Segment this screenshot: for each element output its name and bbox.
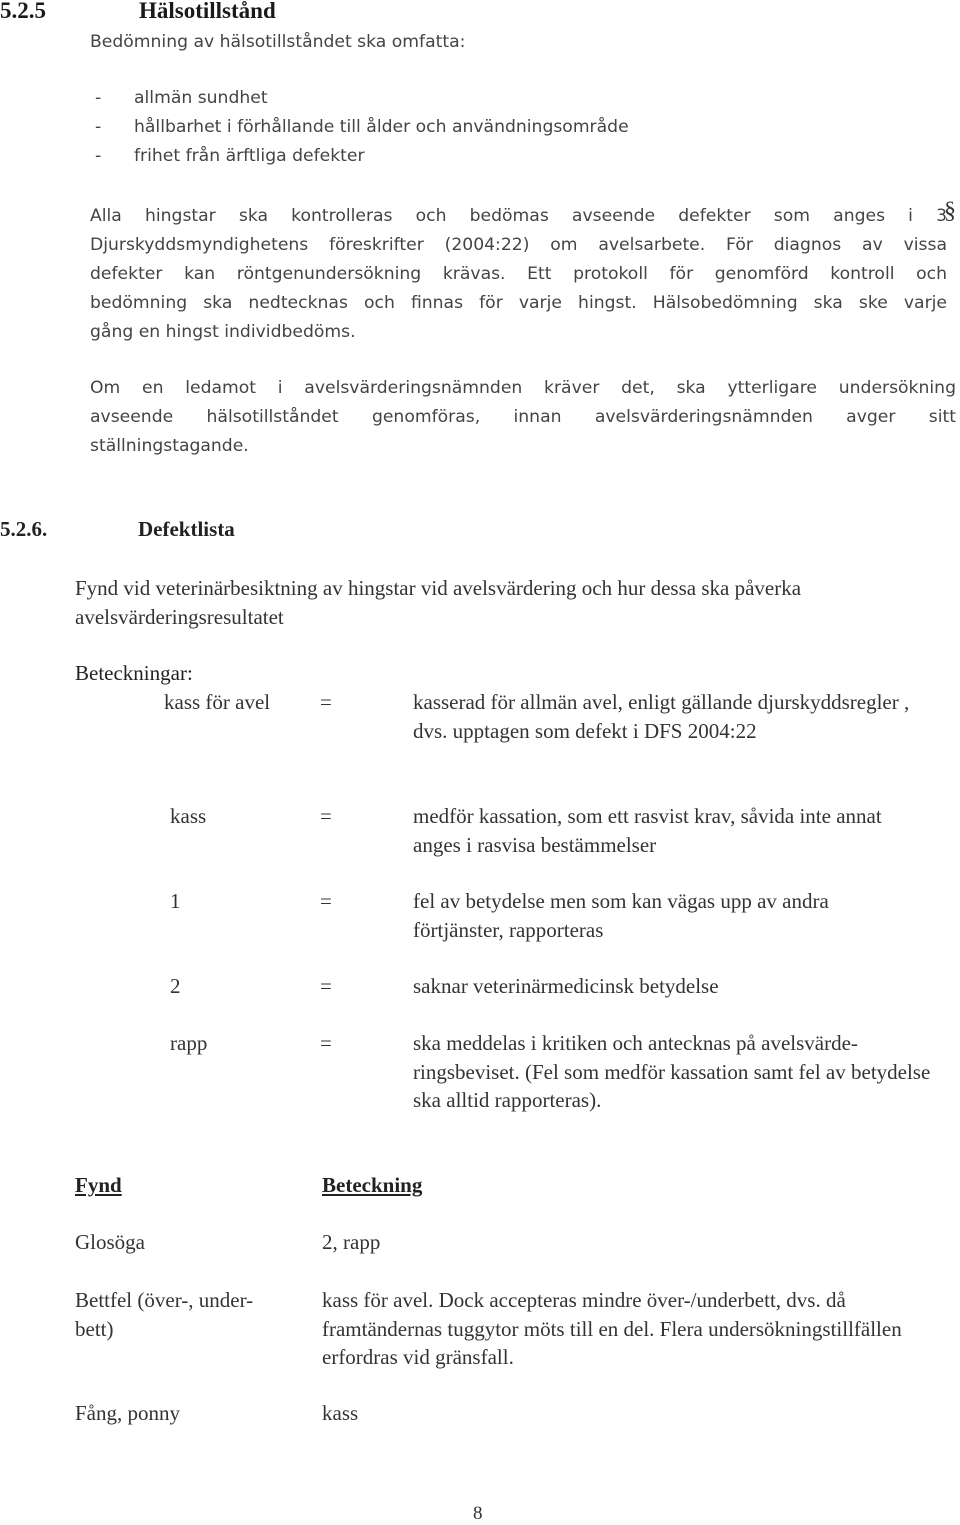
bullet-dash: - [95, 88, 102, 108]
bullet-item: hållbarhet i förhållande till ålder och användningsområde [134, 117, 629, 137]
bullet-item: frihet från ärftliga defekter [134, 146, 365, 166]
paragraph-line: ställningstagande. [90, 436, 249, 456]
definition-desc: medför kassation, som ett rasvist krav, såvida inte annat anges i rasvisa bestämmelser [413, 804, 882, 857]
section-title: Hälsotillstånd [139, 0, 276, 23]
table-cell-beteckning: kass [322, 1401, 359, 1425]
section-number: 5.2.5 [0, 0, 46, 23]
bullet-dash: - [95, 146, 102, 166]
definition-term: 1 [170, 889, 181, 913]
paragraph-committee [90, 374, 956, 461]
definition-equals: = [320, 804, 332, 828]
table-cell-fynd: Bettfel (över-, under-bett) [75, 1288, 254, 1341]
bullet-dash: - [95, 117, 102, 137]
table-cell-fynd: Fång, ponny [75, 1401, 180, 1425]
table-cell-beteckning: kass för avel. Dock accepteras mindre över-/underbett, dvs. då framtändernas tuggytor möts till en del. Flera undersökningstillfällen erfordras vid gränsfall. [322, 1288, 902, 1369]
definition-term: kass för avel [164, 690, 271, 714]
paragraph-line: Om en ledamot i avelsvärderingsnämnden kräver det, ska ytterligare undersökning [90, 378, 956, 398]
paragraph-line: gång en hingst individbedöms. [90, 322, 356, 342]
paragraph-line: Alla hingstar ska kontrolleras och bedömas avseende defekter som anges i 3 [90, 206, 947, 226]
paragraph-line: avseende hälsotillståndet genomföras, innan avelsvärderingsnämnden avger sitt [90, 407, 956, 427]
definition-equals: = [320, 690, 332, 714]
table-cell-fynd: Glosöga [75, 1230, 145, 1254]
definition-desc: kasserad för allmän avel, enligt gällande djurskyddsregler , dvs. upptagen som defekt i DFS 2004:22 [413, 690, 910, 743]
table-header-fynd: Fynd [75, 1173, 122, 1197]
subsection-title: Defektlista [138, 517, 235, 541]
section-sign: § [944, 198, 956, 224]
paragraph-line: bedömning ska nedtecknas och finnas för varje hingst. Hälsobedömning ska ske varje [90, 293, 947, 313]
definition-equals: = [320, 1031, 332, 1055]
intro-line: avelsvärderingsresultatet [75, 604, 284, 629]
table-header-beteckning: Beteckning [322, 1173, 423, 1197]
section-intro: Bedömning av hälsotillståndet ska omfatta: [90, 32, 466, 52]
paragraph-line: Djurskyddsmyndighetens föreskrifter (2004:22) om avelsarbete. För diagnos av vissa [90, 235, 947, 255]
subsection-number: 5.2.6. [0, 517, 48, 541]
definition-desc: fel av betydelse men som kan vägas upp av andra förtjänster, rapporteras [413, 889, 829, 942]
definition-equals: = [320, 889, 332, 913]
intro-line: Fynd vid veterinärbesiktning av hingstar vid avelsvärdering och hur dessa ska påverka [75, 576, 802, 600]
definition-desc: saknar veterinärmedicinsk betydelse [413, 974, 719, 998]
paragraph-line: defekter kan röntgenundersökning krävas. Ett protokoll för genomförd kontroll och [90, 264, 947, 284]
paragraph-rules [90, 202, 947, 347]
page-number: 8 [473, 1503, 483, 1524]
definition-term: kass [170, 804, 207, 828]
bullet-item: allmän sundhet [134, 88, 268, 108]
beteckningar-heading: Beteckningar: [75, 661, 193, 685]
table-cell-beteckning: 2, rapp [322, 1230, 381, 1254]
defektlista-intro [75, 574, 801, 631]
definition-desc: ska meddelas i kritiken och antecknas på avelsvärde-ringsbeviset. (Fel som medför kassation samt fel av betydelse ska alltid rapporteras). [413, 1031, 931, 1112]
definition-term: 2 [170, 974, 181, 998]
definition-term: rapp [170, 1031, 208, 1055]
definition-equals: = [320, 974, 332, 998]
